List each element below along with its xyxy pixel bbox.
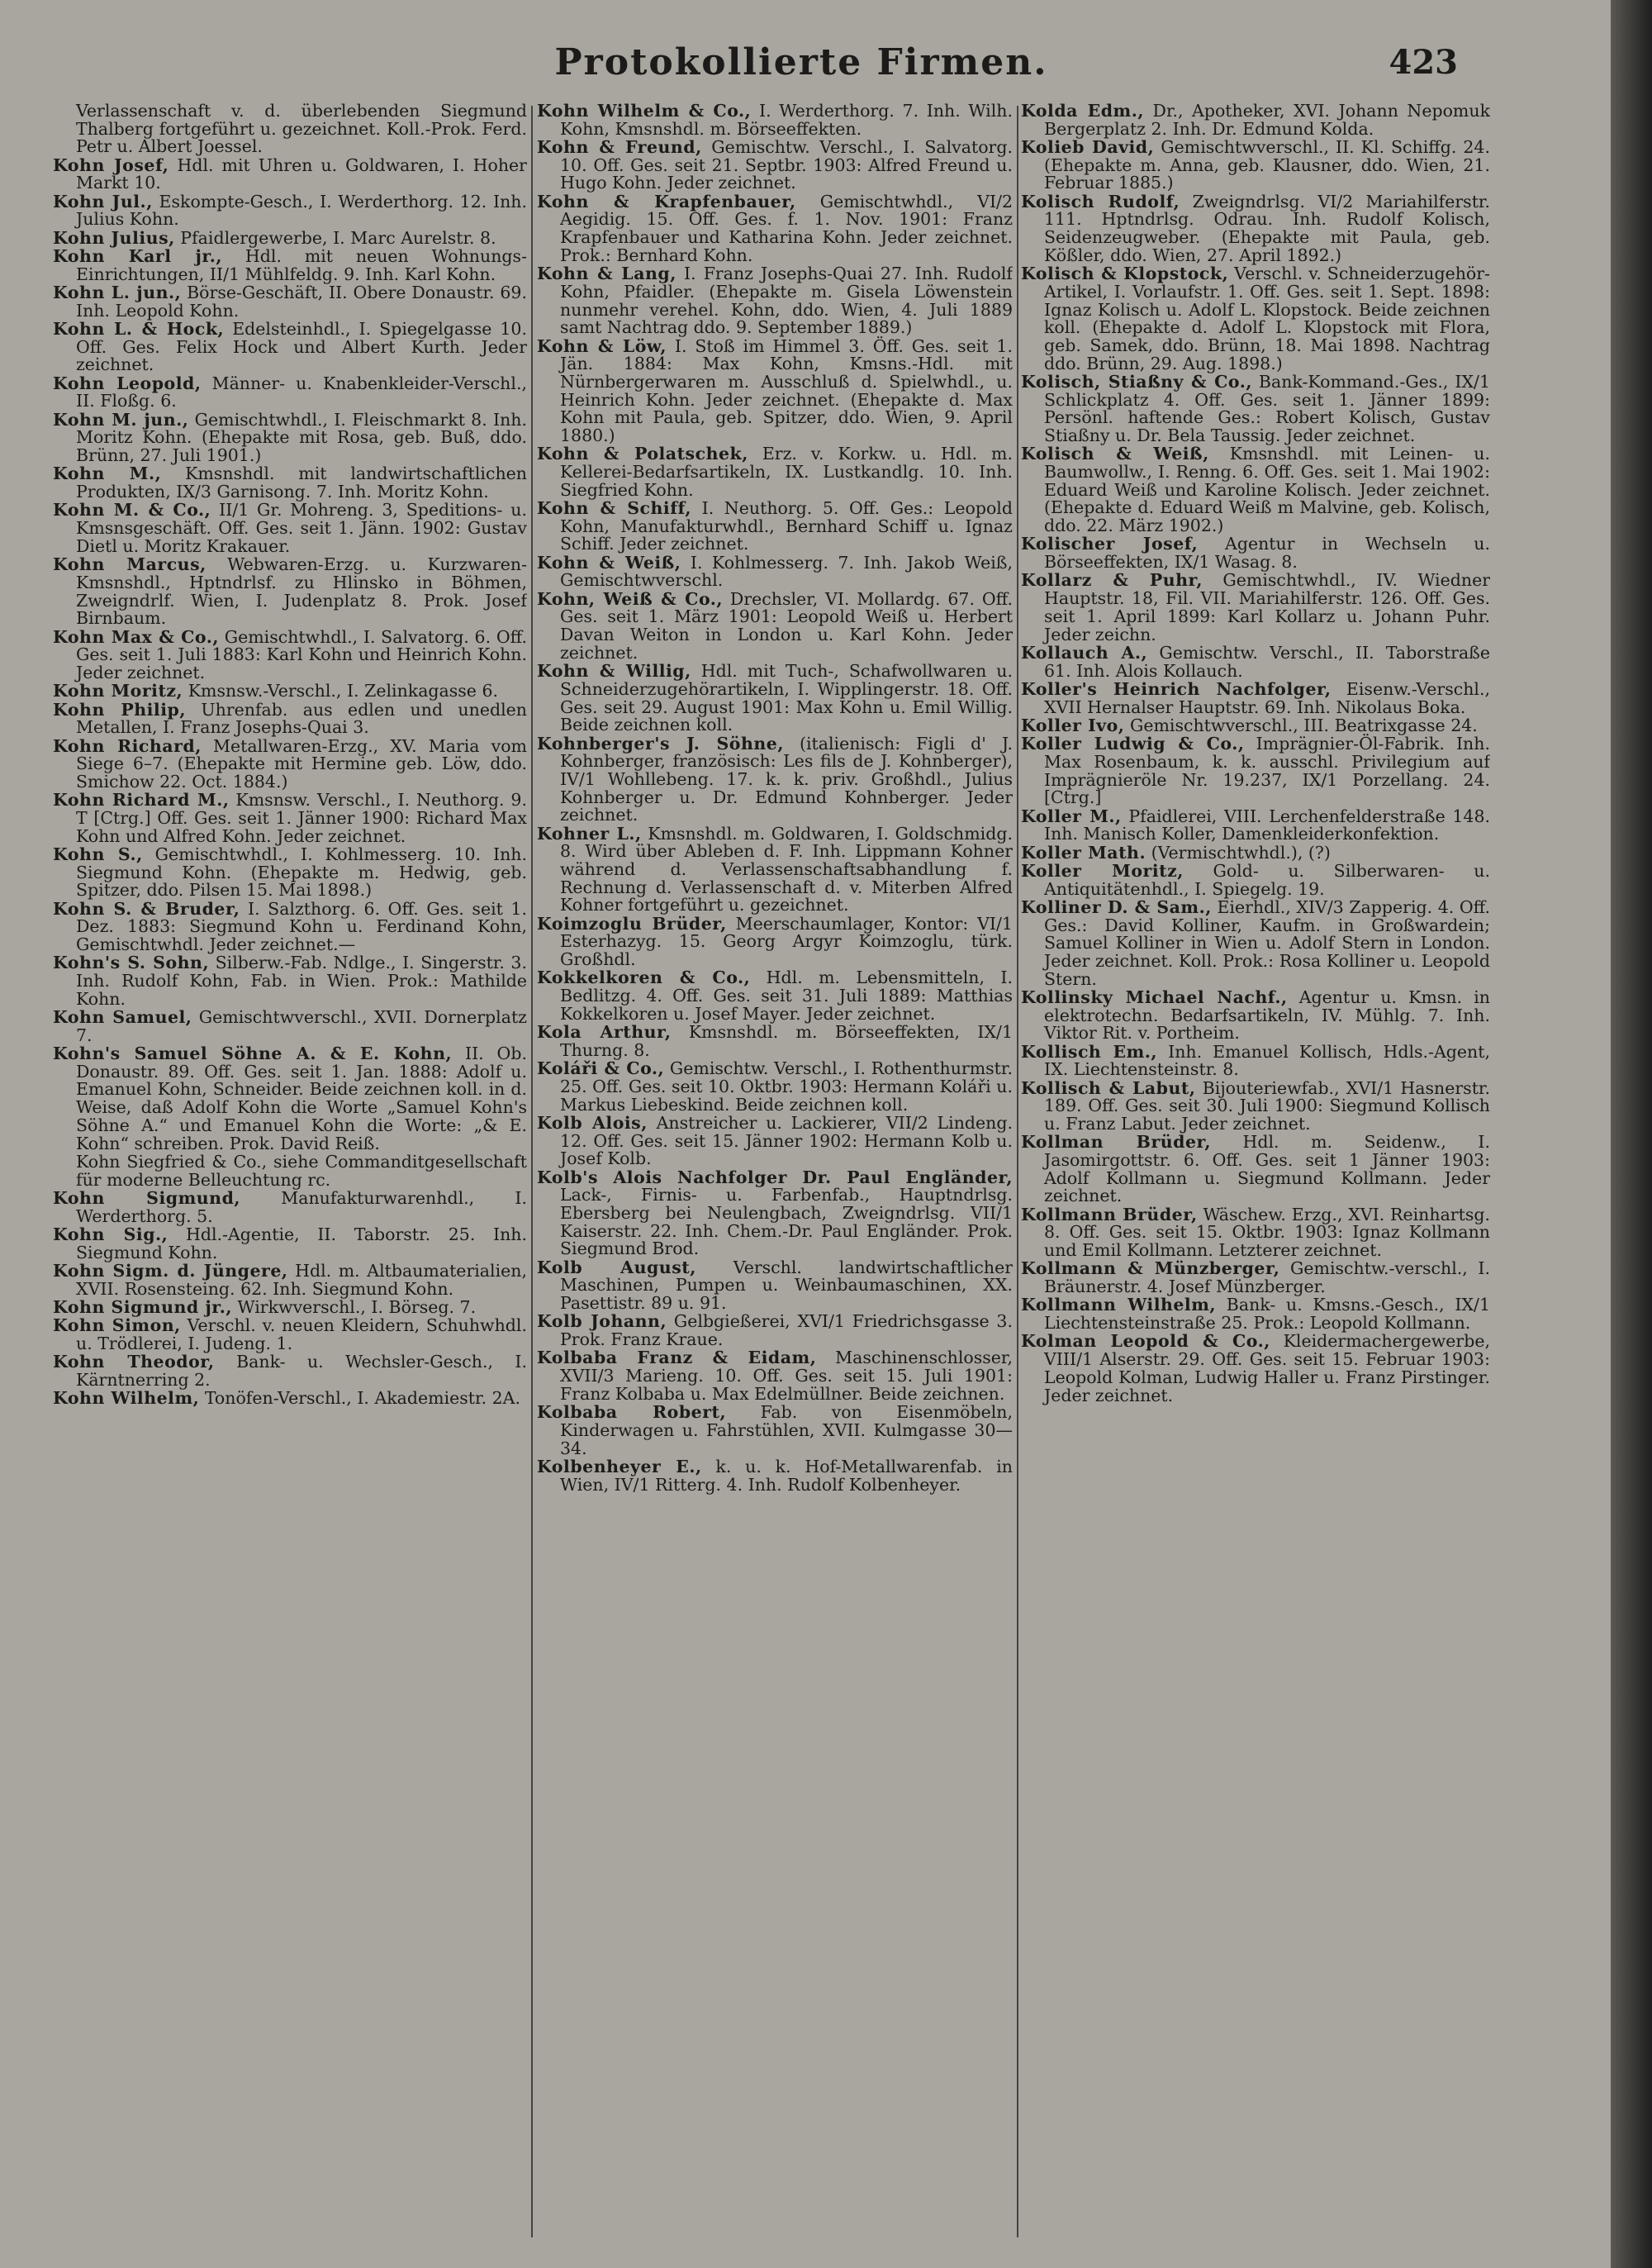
firm-details: Hdl.-Agentie, II. Taborstr. 25. Inh. Siegmund Kohn.: [76, 1224, 527, 1262]
firm-name: Kohn Josef,: [53, 155, 169, 175]
firm-entry: [53, 248, 527, 283]
firm-details: Bijouteriewfab., XVI/1 Hasnerstr. 189. Off. Ges. seit 30. Juli 1900: Siegmund Kollisch u. Franz Labut. Jeder zeichnet.: [1044, 1077, 1490, 1134]
firm-name: Kolman Leopold & Co.,: [1021, 1331, 1270, 1352]
firm-entry: [53, 735, 527, 792]
firm-details: Metallwaren-Erzg., XV. Maria vom Siege 6–7. (Ehepakte mit Hermine geb. Löw, ddo. Smichow 22. Oct. 1884.): [76, 735, 527, 792]
firm-entry: [53, 1296, 527, 1317]
firm-entry: [537, 1259, 1013, 1313]
firm-details: Kmsnshdl. mit landwirtschaftlichen Produkten, IX/3 Garnisong. 7. Inh. Moritz Kohn.: [76, 464, 527, 502]
firm-details: Kmsnsw. Verschl., I. Neuthorg. 9. T [Ctrg.] Off. Ges. seit 1. Jänner 1900: Richard Max Kohn und Alfred Kohn. Jeder zeichnet.: [76, 790, 527, 846]
column-1: [53, 102, 527, 2242]
firm-entry: [53, 1009, 527, 1044]
firm-details: k. u. k. Hof-Metallwarenfab. in Wien, IV/1 Ritterg. 4. Inh. Rudolf Kolbenheyer.: [560, 1456, 1013, 1495]
firm-name: Kolbenheyer E.,: [537, 1456, 702, 1476]
firm-details: Tonöfen-Verschl., I. Akademiestr. 2A.: [204, 1388, 520, 1409]
column-divider: [1017, 106, 1018, 2237]
firm-name: Koller Moritz,: [1021, 860, 1184, 881]
firm-name: Kollman Brüder,: [1021, 1132, 1211, 1153]
firm-entry: [537, 1404, 1013, 1457]
firm-details: Verschl. landwirtschaftlicher Maschinen, Pumpen u. Weinbaumaschinen, XX. Pasettistr. 89 u. 91.: [560, 1257, 1013, 1314]
firm-details: Kmsnshdl. mit Leinen- u. Baumwollw., I. Renng. 6. Off. Ges. seit 1. Mai 1902: Eduard Weiß und Karoline Kolisch. Jeder zeichnet. (Ehepakte d. Eduard Weiß m Malvine, geb. Kolisch, ddo. 22. März 1902.): [1044, 444, 1490, 536]
firm-name: Kohnberger's J. Söhne,: [537, 733, 784, 754]
firm-entry: [53, 792, 527, 845]
firm-entry: [1021, 989, 1490, 1043]
firm-details: Silberw.-Fab. Ndlge., I. Singerstr. 3. Inh. Rudolf Kohn, Fab. in Wien. Prok.: Mathilde Kohn.: [76, 953, 527, 1009]
firm-name: Kohn & Löw,: [537, 335, 667, 356]
firm-details: Gemischtw. Verschl., II. Taborstraße 61. Inh. Alois Kollauch.: [1044, 642, 1490, 681]
firm-name: Koller Ivo,: [1021, 715, 1125, 735]
firm-details: Webwaren-Erzg. u. Kurzwaren-Kmsnshdl., Hptndrlsf. zu Hlinsko in Böhmen, Zweigndrlf. Wien, I. Judenplatz 8. Prok. Josef Birnbaum.: [76, 554, 527, 629]
firm-name: Kohn Sigmund jr.,: [53, 1296, 232, 1317]
firm-details: Kohn Siegfried & Co., siehe Commanditgesellschaft für moderne Belleuchtung rc.: [76, 1151, 527, 1190]
firm-name: Kohn & Schiff,: [537, 498, 692, 519]
firm-entry: [1021, 572, 1490, 644]
firm-details: Wirkwverschl., I. Börseg. 7.: [237, 1296, 477, 1317]
firm-name: Kollmann Wilhelm,: [1021, 1295, 1217, 1315]
firm-details: Hdl. m. Lebensmitteln, I. Bedlitzg. 4. Off. Ges. seit 31. Juli 1889: Matthias Kokkelkoren u. Josef Mayer. Jeder zeichnet.: [560, 968, 1013, 1024]
firm-details: Gemischtw.-verschl., I. Bräunerstr. 4. Josef Münzberger.: [1044, 1258, 1490, 1297]
firm-entry: [53, 846, 527, 900]
firm-entry: [53, 954, 527, 1008]
page-title: Protokollierte Firmen.: [554, 41, 1048, 83]
firm-details: Gemischtwhdl., I. Kohlmesserg. 10. Inh. Siegmund Kohn. (Ehepakte m. Hedwig, geb. Spitzer, ddo. Pilsen 15. Mai 1898.): [76, 844, 527, 901]
firm-entry: [537, 915, 1013, 969]
firm-entry: [1021, 1296, 1490, 1332]
firm-name: Kolb August,: [537, 1257, 696, 1277]
firm-name: Kohn & Freund,: [537, 137, 702, 157]
firm-entry: [1021, 1206, 1490, 1260]
firm-name: Kohn Richard M.,: [53, 790, 230, 811]
firm-details: Pfaidlergewerbe, I. Marc Aurelstr. 8.: [180, 227, 496, 248]
firm-entry: [53, 556, 527, 628]
firm-name: Kohn Wilhelm & Co.,: [537, 102, 752, 121]
firm-details: I. Werderthorg. 7. Inh. Wilh. Kohn, Kmsnshdl. m. Börseeffekten.: [560, 102, 1013, 139]
firm-details: Gelbgießerei, XVI/1 Friedrichsgasse 3. Prok. Franz Kraue.: [560, 1311, 1013, 1350]
firm-name: Kolb Alois,: [537, 1112, 648, 1133]
firm-entry: [537, 969, 1013, 1023]
firm-details: Hdl. mit Tuch-, Schafwollwaren u. Schneiderzugehörartikeln, I. Wipplingerstr. 18. Off. Ges. seit 29. August 1901: Max Kohn u. Emil Willig. Beide zeichnen koll.: [560, 661, 1013, 735]
firm-details: Verschl. v. neuen Kleidern, Schuhwhdl. u. Trödlerei, I. Judeng. 1.: [76, 1315, 527, 1353]
firm-name: Kokkelkoren & Co.,: [537, 968, 751, 988]
firm-entry: [537, 139, 1013, 193]
firm-entry: [1021, 735, 1490, 807]
firm-name: Kohn & Polatschek,: [537, 444, 748, 464]
firm-entry: [537, 1112, 1013, 1169]
firm-details: Gemischtwhdl., I. Fleischmarkt 8. Inh. Moritz Kohn. (Ehepakte mit Rosa, geb. Buß, ddo. Brünn, 27. Juli 1901.): [76, 409, 527, 466]
firm-name: Kohn Sigmund,: [53, 1187, 241, 1208]
firm-entry: [53, 701, 527, 737]
firm-details: Uhrenfab. aus edlen und unedlen Metallen, I. Franz Josephs-Quai 3.: [76, 699, 527, 738]
firm-entry: [537, 663, 1013, 735]
firm-name: Kohn Theodor,: [53, 1352, 215, 1372]
firm-name: Koimzoglu Brüder,: [537, 913, 727, 934]
firm-entry: [1021, 193, 1490, 265]
page-number: 423: [1389, 43, 1458, 82]
firm-details: Kleidermachergewerbe, VIII/1 Alserstr. 29. Off. Ges. seit 15. Februar 1903: Leopold Kolman, Ludwig Haller u. Franz Pirstinger. Jeder zeichnet.: [1044, 1331, 1490, 1405]
firm-details: Kmsnshdl. m. Börseeffekten, IX/1 Thurng. 8.: [560, 1022, 1013, 1060]
firm-details: Pfaidlerei, VIII. Lerchenfelderstraße 148. Inh. Manisch Koller, Damenkleiderkonfektion.: [1044, 806, 1490, 844]
firm-name: Kollinsky Michael Nachf.,: [1021, 987, 1288, 1007]
firm-entry: [537, 1313, 1013, 1348]
firm-name: Kolliner D. & Sam.,: [1021, 896, 1212, 917]
firm-name: Kohner L.,: [537, 823, 642, 844]
firm-name: Kollmann Brüder,: [1021, 1204, 1198, 1224]
firm-entry: [1021, 1134, 1490, 1205]
firm-details: Drechsler, VI. Mollardg. 67. Off. Ges. seit 1. März 1901: Leopold Weiß u. Herbert Davan Weiton in London u. Karl Kohn. Jeder zeichnet.: [560, 588, 1013, 663]
firm-details: Eisenw.-Verschl., XVII Hernalser Hauptstr. 69. Inh. Nikolaus Boka.: [1044, 678, 1490, 717]
column-2: [537, 102, 1013, 2242]
firm-entry: [1021, 644, 1490, 680]
firm-entry: [53, 682, 527, 701]
firm-entry: [53, 1045, 527, 1153]
firm-details: (Vermischtwhdl.), (?): [1151, 842, 1331, 863]
firm-name: Koláři & Co.,: [537, 1058, 665, 1079]
firm-entry: [53, 193, 527, 229]
firm-entry: [1021, 844, 1490, 863]
firm-name: Kola Arthur,: [537, 1022, 672, 1043]
firm-entry: [53, 284, 527, 320]
firm-name: Kollmann & Münzberger,: [1021, 1258, 1280, 1279]
firm-entry: [53, 1153, 527, 1189]
firm-details: Dr., Apotheker, XVI. Johann Nepomuk Bergerplatz 2. Inh. Dr. Edmund Kolda.: [1044, 102, 1490, 139]
firm-name: Kohn Julius,: [53, 227, 175, 248]
firm-entry: [537, 1024, 1013, 1059]
firm-name: Kohn & Krapfenbauer,: [537, 191, 796, 212]
firm-details: Gold- u. Silberwaren- u. Antiquitätenhdl., I. Spiegelg. 19.: [1044, 860, 1490, 899]
firm-details: Edelsteinhdl., I. Spiegelgasse 10. Off. Ges. Felix Hock und Albert Kurth. Jeder zeichnet.: [76, 319, 527, 375]
firm-name: Koller M.,: [1021, 806, 1122, 826]
firm-entry: [53, 1187, 527, 1226]
firm-name: Kolisch, Stiaßny & Co.,: [1021, 371, 1252, 392]
firm-entry: [53, 375, 527, 411]
firm-name: Kohn Max & Co.,: [53, 626, 219, 647]
firm-details: Hdl. mit Uhren u. Goldwaren, I. Hoher Markt 10.: [76, 155, 527, 193]
firm-details: Kmsnshdl. m. Goldwaren, I. Goldschmidg. 8. Wird über Ableben d. F. Inh. Lippmann Kohner während d. Verlassenschaftsabhandlung f. Rechnung d. Verlassenschaft d. v. Miterben Alfred Kohner fortgeführt u. gezeichnet.: [560, 823, 1013, 915]
firm-name: Kohn's Samuel Söhne A. & E. Kohn,: [53, 1044, 453, 1064]
firm-name: Kohn S. & Bruder,: [53, 898, 240, 919]
firm-details: Gemischtwhdl., IV. Wiedner Hauptstr. 18, Fil. VII. Mariahilferstr. 126. Off. Ges. seit 1. April 1899: Karl Kollarz u. Johann Puhr. Jeder zeichn.: [1044, 570, 1490, 644]
firm-name: Kohn Richard,: [53, 735, 202, 756]
firm-details: Gemischtwhdl., I. Salvatorg. 6. Off. Ges. seit 1. Juli 1883: Karl Kohn und Heinrich Kohn. Jeder zeichnet.: [76, 626, 527, 682]
firm-details: Agentur in Wechseln u. Börseeffekten, IX/1 Wasag. 8.: [1044, 534, 1490, 573]
firm-details: Agentur u. Kmsn. in elektrotechn. Bedarfsartikeln, IV. Mühlg. 7. Inh. Viktor Rit. v. Portheim.: [1044, 987, 1490, 1044]
firm-name: Kohn's S. Sohn,: [53, 953, 210, 973]
firm-name: Kohn Karl jr.,: [53, 246, 223, 266]
firm-entry: [1021, 102, 1490, 138]
firm-name: Kohn & Lang,: [537, 264, 676, 284]
firm-name: Kohn Wilhelm,: [53, 1388, 200, 1409]
firm-name: Kohn Marcus,: [53, 554, 206, 575]
firm-details: Wäschew. Erzg., XVI. Reinhartsg. 8. Off. Ges. seit 15. Oktbr. 1903: Ignaz Kollmann und Emil Kollmann. Letzterer zeichnet.: [1044, 1204, 1490, 1261]
column-3: [1021, 102, 1490, 2242]
firm-entry: [1021, 808, 1490, 844]
firm-details: II. Ob. Donaustr. 89. Off. Ges. seit 1. Jan. 1888: Adolf u. Emanuel Kohn, Schneider. Beide zeichnen koll. in d. Weise, daß Adolf Kohn die Worte „Samuel Kohn's Söhne A.“ und Emanuel Kohn die Worte: „& E. Kohn“ schreiben. Prok. David Reiß.: [76, 1044, 527, 1153]
firm-details: Maschinenschlosser, XVII/3 Marieng. 10. Off. Ges. seit 15. Juli 1901: Franz Kolbaba u. Max Edelmüllner. Beide zeichnen.: [560, 1348, 1013, 1404]
firm-details: Eierhdl., XIV/3 Zapperig. 4. Off. Ges.: David Kolliner, Kaufm. in Großwardein; Samuel Kolliner in Wien u. Adolf Stern in London. Jeder zeichnet. Koll. Prok.: Rosa Kolliner u. Leopold Stern.: [1044, 896, 1490, 989]
firm-name: Kohn L. jun.,: [53, 283, 182, 302]
firm-details: Hdl. mit neuen Wohnungs-Einrichtungen, II/1 Mühlfeldg. 9. Inh. Karl Kohn.: [76, 246, 527, 284]
firm-name: Kohn M.,: [53, 464, 162, 484]
firm-name: Kohn Leopold,: [53, 373, 202, 393]
firm-details: Hdl. m. Seidenw., I. Jasomirgottstr. 6. Off. Ges. seit 1 Jänner 1903: Adolf Kollmann u. Siegmund Kollmann. Jeder zeichnet.: [1044, 1132, 1490, 1206]
firm-entry: [1021, 265, 1490, 373]
firm-entry: [53, 227, 527, 248]
firm-entry: [1021, 1077, 1490, 1134]
firm-entry: [1021, 860, 1490, 899]
firm-entry: [53, 102, 527, 156]
firm-details: Gemischtwverschl., III. Beatrixgasse 24.: [1129, 715, 1478, 735]
firm-entry: [1021, 678, 1490, 717]
firm-details: Gemischtwverschl., II. Kl. Schiffg. 24. (Ehepakte m. Anna, geb. Klausner, ddo. Wien, 21. Februar 1885.): [1044, 137, 1490, 193]
firm-name: Kohn Philip,: [53, 699, 186, 720]
firm-entry: [1021, 139, 1490, 193]
firm-details: Börse-Geschäft, II. Obere Donaustr. 69. Inh. Leopold Kohn.: [76, 283, 527, 321]
firm-name: Koller's Heinrich Nachfolger,: [1021, 678, 1332, 699]
firm-entry: [537, 1349, 1013, 1403]
firm-details: Verlassenschaft v. d. überlebenden Siegmund Thalberg fortgeführt u. gezeichnet. Koll.-Prok. Ferd. Petr u. Albert Joessel.: [76, 102, 527, 157]
firm-entry: [53, 898, 527, 955]
firm-entry: [537, 554, 1013, 590]
firm-entry: [537, 735, 1013, 825]
firm-name: Kohn Moritz,: [53, 681, 183, 701]
firm-name: Kohn & Weiß,: [537, 552, 681, 573]
firm-name: Kollarz & Puhr,: [1021, 570, 1203, 591]
firm-entry: [537, 825, 1013, 915]
firm-name: Kohn M. & Co.,: [53, 500, 211, 521]
firm-details: Bank- u. Wechsler-Gesch., I. Kärntnerring 2.: [76, 1352, 527, 1390]
firm-name: Kohn L. & Hock,: [53, 319, 225, 339]
firm-name: Kollisch & Labut,: [1021, 1077, 1196, 1098]
firm-details: II/1 Gr. Mohreng. 3, Speditions- u. Kmsnsgeschäft. Off. Ges. seit 1. Jänn. 1902: Gustav Dietl u. Moritz Krakauer.: [76, 500, 527, 556]
firm-details: Manufakturwarenhdl., I. Werderthorg. 5.: [76, 1187, 527, 1226]
firm-entry: [53, 1317, 527, 1353]
firm-name: Kohn Sigm. d. Jüngere,: [53, 1260, 288, 1281]
firm-details: Fab. von Eisenmöbeln, Kinderwagen u. Fahrstühlen, XVII. Kulmgasse 30—34.: [560, 1402, 1013, 1458]
firm-name: Kolda Edm.,: [1021, 102, 1144, 121]
firm-details: I. Kohlmesserg. 7. Inh. Jakob Weiß, Gemischtwverschl.: [560, 552, 1013, 591]
firm-entry: [537, 1169, 1013, 1259]
firm-entry: [537, 193, 1013, 265]
page-header: [0, 41, 1611, 99]
firm-details: Anstreicher u. Lackierer, VII/2 Lindeng. 12. Off. Ges. seit 15. Jänner 1902: Hermann Kolb u. Josef Kolb.: [560, 1112, 1013, 1169]
firm-entry: [53, 1353, 527, 1389]
firm-entry: [1021, 717, 1490, 735]
firm-details: Hdl. m. Altbaumaterialien, XVII. Rosensteing. 62. Inh. Siegmund Kohn.: [76, 1260, 527, 1299]
firm-entry: [53, 1262, 527, 1298]
firm-details: Bank- u. Kmsns.-Gesch., IX/1 Liechtensteinstraße 25. Prok.: Leopold Kollmann.: [1044, 1295, 1490, 1334]
firm-details: Eskompte-Gesch., I. Werderthorg. 12. Inh. Julius Kohn.: [76, 191, 527, 230]
firm-entry: [537, 588, 1013, 663]
book-edge: [1611, 0, 1652, 2268]
firm-name: Kolisch & Weiß,: [1021, 444, 1209, 464]
firm-details: Gemischtwhdl., VI/2 Aegidig. 15. Off. Ges. f. 1. Nov. 1901: Franz Krapfenbauer und Katharina Kohn. Jeder zeichnet. Prok.: Bernhard Kohn.: [560, 191, 1013, 265]
firm-details: Erz. v. Korkw. u. Hdl. m. Kellerei-Bedarfsartikeln, IX. Lustkandlg. 10. Inh. Siegfried Kohn.: [560, 444, 1013, 500]
firm-entry: [537, 265, 1013, 337]
firm-details: Bank-Kommand.-Ges., IX/1 Schlickplatz 4. Off. Ges. seit 1. Jänner 1899: Persönl. haftende Ges.: Robert Kolisch, Gustav Stiaßny u. Dr. Bela Taussig. Jeder zeichnet.: [1044, 371, 1490, 446]
firm-name: Kolischer Josef,: [1021, 534, 1199, 554]
firm-name: Kohn M. jun.,: [53, 409, 189, 430]
firm-name: Kohn S.,: [53, 844, 143, 864]
firm-name: Kolieb David,: [1021, 137, 1155, 157]
firm-entry: [53, 1226, 527, 1262]
firm-details: Verschl. v. Schneiderzugehör-Artikel, I. Vorlaufstr. 1. Off. Ges. seit 1. Sept. 1898: Ignaz Kolisch u. Adolf L. Klopstock. Beide zeichnen koll. (Ehepakte d. Adolf L. Klopstock mit Flora, geb. Samek, ddo. Brünn, 18. Mai 1898. Nachtrag ddo. Brünn, 29. Aug. 1898.): [1044, 264, 1490, 373]
firm-entry: [1021, 896, 1490, 989]
firm-details: Zweigndrlsg. VI/2 Mariahilferstr. 111. Hptndrlsg. Odrau. Inh. Rudolf Kolisch, Seidenzeugweber. (Ehepakte mit Paula, geb. Kößler, ddo. Wien, 27. April 1892.): [1044, 191, 1490, 265]
firm-name: Kolisch Rudolf,: [1021, 191, 1180, 212]
firm-entry: [537, 102, 1013, 138]
firm-entry: [537, 1458, 1013, 1494]
firm-entry: [53, 411, 527, 465]
firm-entry: [537, 445, 1013, 499]
firm-name: Kohn & Willig,: [537, 661, 691, 682]
firm-entry: [537, 1060, 1013, 1114]
firm-details: Meerschaumlager, Kontor: VI/1 Esterhazyg. 15. Georg Argyr Koimzoglu, türk. Großhdl.: [560, 913, 1013, 970]
firm-name: Kohn Samuel,: [53, 1007, 192, 1028]
firm-name: Kolisch & Klopstock,: [1021, 264, 1229, 284]
firm-name: Kollauch A.,: [1021, 642, 1148, 663]
firm-entry: [1021, 1260, 1490, 1296]
firm-entry: [537, 335, 1013, 446]
firm-entry: [53, 157, 527, 193]
firm-name: Kohn Simon,: [53, 1315, 181, 1336]
firm-details: I. Stoß im Himmel 3. Öff. Ges. seit 1. Jän. 1884: Max Kohn, Kmsns.-Hdl. mit Nürnbergerwaren m. Ausschluß d. Spielwhdl., u. Heinrich Kohn. Jeder zeichnet. (Ehepakte d. Max Kohn mit Paula, geb. Spitzer, ddo. Wien, 9. April 1880.): [560, 335, 1013, 446]
firm-name: Koller Math.: [1021, 842, 1146, 863]
firm-name: Koller Ludwig & Co.,: [1021, 734, 1245, 754]
firm-entry: [53, 1390, 527, 1408]
firm-entry: [53, 465, 527, 501]
firm-details: Lack-, Firnis- u. Farbenfab., Hauptndrlsg. Ebersberg bei Neulengbach, Zweigndrlsg. VII/1 Kaiserstr. 22. Inh. Chem.-Dr. Paul Engländer. Prok. Siegmund Brod.: [560, 1185, 1013, 1259]
firm-entry: [53, 626, 527, 682]
firm-name: Kolbaba Franz & Eidam,: [537, 1348, 817, 1368]
firm-name: Kolb Johann,: [537, 1311, 667, 1332]
firm-details: Gemischtwverschl., XVII. Dornerplatz 7.: [76, 1007, 527, 1045]
firm-entry: [53, 321, 527, 374]
firm-entry: [537, 500, 1013, 554]
firm-entry: [1021, 1041, 1490, 1080]
firm-details: (italienisch: Figli d' J. Kohnberger, französisch: Les fils de J. Kohnberger), IV/1 Wohllebeng. 17. k. k. priv. Großhdl., Julius Kohnberger u. Dr. Edmund Kohnberger. Jeder zeichnet.: [560, 733, 1013, 825]
firm-details: I. Neuthorg. 5. Off. Ges.: Leopold Kohn, Manufakturwhdl., Bernhard Schiff u. Ignaz Schiff. Jeder zeichnet.: [560, 498, 1013, 554]
firm-entry: [1021, 445, 1490, 535]
firm-name: Kolb's Alois Nachfolger Dr. Paul Engländer,: [537, 1167, 1013, 1187]
firm-entry: [1021, 1333, 1490, 1405]
firm-name: Kolbaba Robert,: [537, 1402, 727, 1423]
firm-name: Kohn, Weiß & Co.,: [537, 588, 724, 609]
firm-details: Männer- u. Knabenkleider-Verschl., II. Floßg. 6.: [76, 373, 527, 411]
firm-details: Gemischtw. Verschl., I. Rothenthurmstr. 25. Off. Ges. seit 10. Oktbr. 1903: Hermann Koláři u. Markus Liebeskind. Beide zeichnen koll.: [560, 1058, 1013, 1115]
firm-entry: [1021, 373, 1490, 445]
firm-details: Inh. Emanuel Kollisch, Hdls.-Agent, IX. Liechtensteinstr. 8.: [1044, 1041, 1490, 1080]
firm-entry: [1021, 535, 1490, 571]
firm-details: Imprägnier-Öl-Fabrik. Inh. Max Rosenbaum, k. k. ausschl. Privilegium auf Imprägnieröle Nr. 19.237, IX/1 Porzellang. 24. [Ctrg.]: [1044, 734, 1490, 808]
column-divider: [531, 106, 533, 2237]
firm-details: Kmsnsw.-Verschl., I. Zelinkagasse 6.: [188, 681, 499, 701]
firm-details: I. Franz Josephs-Quai 27. Inh. Rudolf Kohn, Pfaidler. (Ehepakte m. Gisela Löwenstein nunmehr verehel. Kohn, ddo. Wien, 4. Juli 1889 samt Nachtrag ddo. 9. September 1889.): [560, 264, 1013, 338]
firm-details: I. Salzthorg. 6. Off. Ges. seit 1. Dez. 1883: Siegmund Kohn u. Ferdinand Kohn, Gemischtwhdl. Jeder zeichnet.—: [76, 898, 527, 955]
firm-name: Kollisch Em.,: [1021, 1041, 1158, 1062]
firm-entry: [53, 502, 527, 555]
firm-name: Kohn Jul.,: [53, 191, 153, 212]
firm-details: Gemischtw. Verschl., I. Salvatorg. 10. Off. Ges. seit 21. Septbr. 1903: Alfred Freund u. Hugo Kohn. Jeder zeichnet.: [560, 137, 1013, 193]
firm-name: Kohn Sig.,: [53, 1224, 169, 1244]
